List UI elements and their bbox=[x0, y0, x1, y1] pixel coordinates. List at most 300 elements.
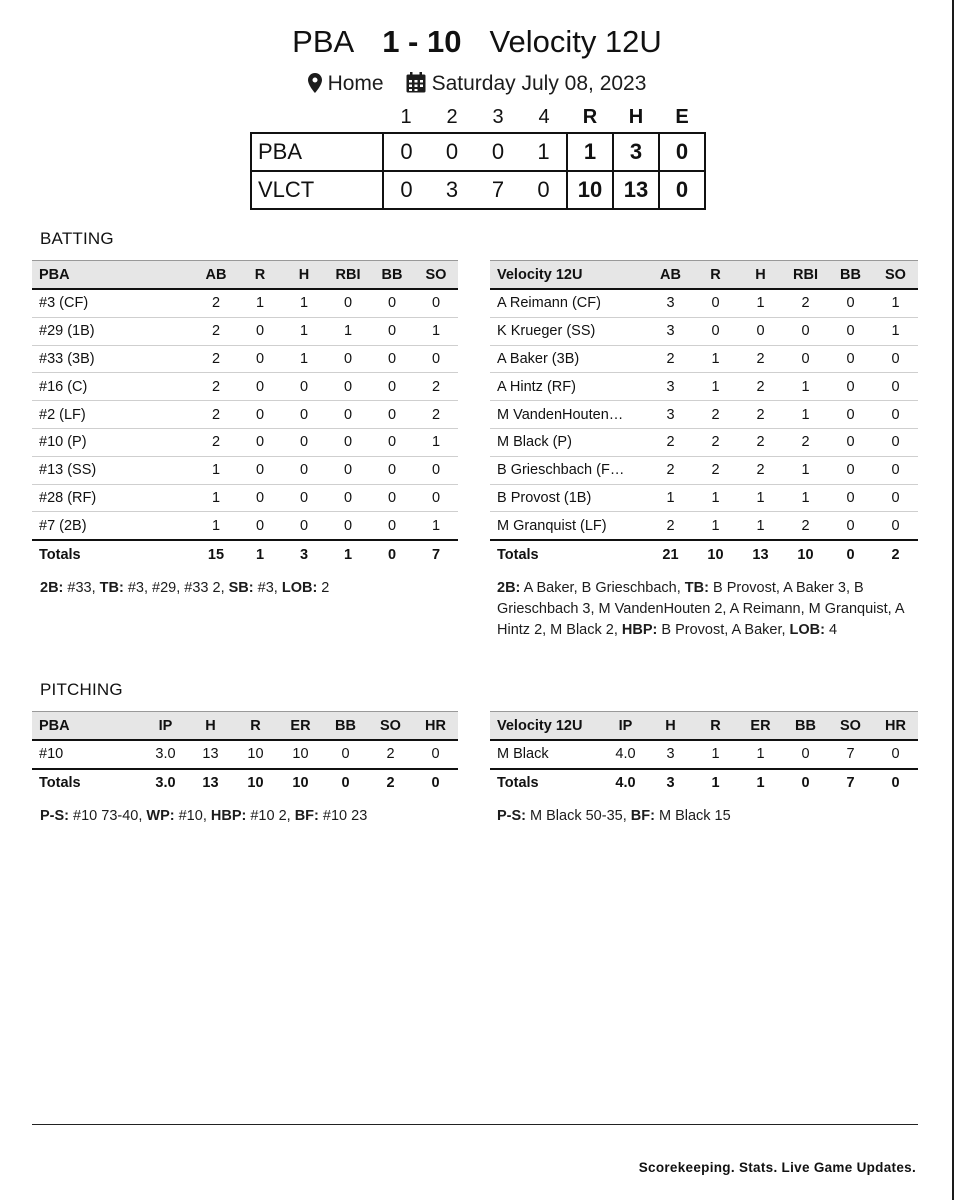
velocity-batting-table bbox=[490, 260, 918, 568]
stat-column-header: SO bbox=[873, 261, 918, 290]
table-row bbox=[490, 740, 918, 769]
linescore-header-runs: R bbox=[582, 105, 598, 128]
game-header bbox=[0, 20, 954, 102]
totals-cell: 0 bbox=[370, 540, 414, 568]
note-label: HBP: bbox=[210, 808, 247, 824]
linescore-header-hits: H bbox=[628, 105, 644, 128]
note-label: 2B: bbox=[497, 580, 521, 596]
linescore-inning-runs: 1 bbox=[521, 133, 567, 171]
stat-cell: 1 bbox=[194, 484, 238, 512]
stat-cell: 0 bbox=[828, 484, 873, 512]
table-row bbox=[32, 373, 458, 401]
stat-cell: 1 bbox=[648, 484, 693, 512]
stat-cell: 1 bbox=[783, 484, 828, 512]
player-name: #10 (P) bbox=[32, 428, 194, 456]
totals-cell: 0 bbox=[783, 769, 828, 797]
table-row bbox=[490, 289, 918, 317]
stat-cell: 0 bbox=[238, 317, 282, 345]
note-text: A Baker, B Grieschbach, bbox=[520, 580, 685, 596]
stat-cell: 2 bbox=[194, 289, 238, 317]
stat-cell: 0 bbox=[414, 456, 458, 484]
note-label: BF: bbox=[630, 808, 655, 824]
stat-cell: 3 bbox=[648, 317, 693, 345]
stat-cell: 1 bbox=[414, 317, 458, 345]
stat-cell: 2 bbox=[648, 456, 693, 484]
totals-cell: 4.0 bbox=[603, 769, 648, 797]
stat-cell: 0 bbox=[370, 373, 414, 401]
totals-cell: 1 bbox=[738, 769, 783, 797]
stat-cell: 1 bbox=[326, 317, 370, 345]
player-name: M Black (P) bbox=[490, 428, 648, 456]
linescore-total-hits: 13 bbox=[613, 171, 659, 209]
linescore-inning-runs: 0 bbox=[429, 133, 475, 171]
linescore-total-hits: 3 bbox=[613, 133, 659, 171]
player-name: A Hintz (RF) bbox=[490, 373, 648, 401]
stat-cell: 0 bbox=[326, 512, 370, 540]
note-text: M Black 15 bbox=[654, 808, 731, 824]
totals-cell: 7 bbox=[414, 540, 458, 568]
linescore-row bbox=[251, 171, 705, 209]
player-name: B Grieschbach (F… bbox=[490, 456, 648, 484]
note-text: #33, bbox=[63, 580, 100, 596]
stat-cell: 2 bbox=[783, 289, 828, 317]
table-row bbox=[490, 401, 918, 429]
stat-column-header: R bbox=[238, 261, 282, 290]
player-name: #7 (2B) bbox=[32, 512, 194, 540]
totals-label: Totals bbox=[32, 540, 194, 568]
stat-cell: 0 bbox=[370, 317, 414, 345]
game-meta bbox=[0, 66, 954, 102]
stat-cell: 0 bbox=[370, 428, 414, 456]
linescore-inning-runs: 0 bbox=[383, 133, 429, 171]
totals-cell: 2 bbox=[368, 769, 413, 797]
note-label: TB: bbox=[684, 580, 709, 596]
game-location bbox=[308, 72, 384, 95]
stat-cell: 0 bbox=[238, 401, 282, 429]
stat-column-header: R bbox=[233, 712, 278, 741]
linescore-total-errors: 0 bbox=[659, 133, 705, 171]
note-label: LOB: bbox=[789, 622, 825, 638]
linescore-inning-runs: 0 bbox=[383, 171, 429, 209]
stat-cell: 1 bbox=[693, 373, 738, 401]
stat-cell: 2 bbox=[693, 428, 738, 456]
totals-cell: 2 bbox=[873, 540, 918, 568]
note-text: #10 23 bbox=[318, 808, 368, 824]
player-name: M VandenHouten… bbox=[490, 401, 648, 429]
stat-cell: 2 bbox=[414, 373, 458, 401]
stat-header-row bbox=[32, 712, 458, 741]
stat-cell: 0 bbox=[783, 317, 828, 345]
stat-header-row bbox=[490, 712, 918, 741]
stat-cell: 0 bbox=[873, 484, 918, 512]
stat-cell: 1 bbox=[873, 317, 918, 345]
totals-cell: 0 bbox=[828, 540, 873, 568]
stat-cell: 0 bbox=[414, 289, 458, 317]
stat-cell: 1 bbox=[282, 345, 326, 373]
totals-cell: 0 bbox=[413, 769, 458, 797]
stat-cell: 10 bbox=[233, 740, 278, 769]
stat-cell: 1 bbox=[693, 740, 738, 769]
stat-cell: 0 bbox=[326, 484, 370, 512]
stat-cell: 13 bbox=[188, 740, 233, 769]
totals-row bbox=[490, 540, 918, 568]
stat-column-header: RBI bbox=[783, 261, 828, 290]
final-score: 1 - 10 bbox=[382, 24, 462, 59]
stat-cell: 1 bbox=[414, 428, 458, 456]
linescore-header-row bbox=[251, 102, 705, 133]
stat-column-header: AB bbox=[194, 261, 238, 290]
table-row bbox=[32, 428, 458, 456]
stat-cell: 0 bbox=[828, 317, 873, 345]
stat-cell: 2 bbox=[693, 456, 738, 484]
stat-cell: 0 bbox=[326, 289, 370, 317]
totals-row bbox=[32, 769, 458, 797]
game-date bbox=[406, 72, 647, 95]
score-line bbox=[0, 20, 954, 64]
table-row bbox=[32, 289, 458, 317]
stat-cell: 0 bbox=[370, 512, 414, 540]
player-name: B Provost (1B) bbox=[490, 484, 648, 512]
stat-cell: 0 bbox=[828, 512, 873, 540]
player-name: #2 (LF) bbox=[32, 401, 194, 429]
pba-pitching-notes bbox=[40, 806, 450, 827]
stat-cell: 0 bbox=[282, 484, 326, 512]
totals-cell: 13 bbox=[188, 769, 233, 797]
stat-cell: 0 bbox=[783, 345, 828, 373]
stat-header-row bbox=[32, 261, 458, 290]
stat-cell: 0 bbox=[323, 740, 368, 769]
stat-cell: 1 bbox=[738, 484, 783, 512]
totals-cell: 0 bbox=[873, 769, 918, 797]
player-name: #33 (3B) bbox=[32, 345, 194, 373]
stat-cell: 0 bbox=[238, 373, 282, 401]
stat-cell: 1 bbox=[738, 289, 783, 317]
stat-cell: 0 bbox=[828, 456, 873, 484]
totals-row bbox=[32, 540, 458, 568]
stat-cell: 3 bbox=[648, 373, 693, 401]
totals-cell: 13 bbox=[738, 540, 783, 568]
table-row bbox=[490, 484, 918, 512]
stat-cell: 2 bbox=[194, 317, 238, 345]
stat-cell: 3 bbox=[648, 740, 693, 769]
totals-cell: 10 bbox=[693, 540, 738, 568]
stat-cell: 1 bbox=[282, 289, 326, 317]
stat-column-header: BB bbox=[323, 712, 368, 741]
linescore-total-runs: 10 bbox=[567, 171, 613, 209]
table-row bbox=[490, 373, 918, 401]
linescore-inning-runs: 0 bbox=[475, 133, 521, 171]
table-row bbox=[32, 401, 458, 429]
stat-cell: 0 bbox=[370, 456, 414, 484]
totals-cell: 1 bbox=[238, 540, 282, 568]
linescore-header-inning: 1 bbox=[400, 105, 412, 128]
stat-cell: 0 bbox=[282, 512, 326, 540]
stat-column-header: ER bbox=[278, 712, 323, 741]
totals-cell: 21 bbox=[648, 540, 693, 568]
stat-column-header: HR bbox=[413, 712, 458, 741]
table-row bbox=[32, 484, 458, 512]
linescore-inning-runs: 3 bbox=[429, 171, 475, 209]
totals-label: Totals bbox=[490, 540, 648, 568]
stat-cell: 1 bbox=[693, 512, 738, 540]
linescore-team: VLCT bbox=[251, 171, 383, 209]
stat-column-header: R bbox=[693, 261, 738, 290]
player-name: #29 (1B) bbox=[32, 317, 194, 345]
totals-cell: 3 bbox=[282, 540, 326, 568]
table-row bbox=[32, 456, 458, 484]
stat-header-row bbox=[490, 261, 918, 290]
stat-cell: 0 bbox=[370, 401, 414, 429]
note-text: B Provost, A Baker, bbox=[657, 622, 790, 638]
calendar-icon bbox=[406, 72, 426, 93]
note-label: WP: bbox=[146, 808, 175, 824]
team-column-header: PBA bbox=[32, 261, 194, 290]
note-text: B Provost, A Baker 3, B Grieschbach 3, M VandenHouten 2, A Reimann, M Granquist, A Hintz 2, M Black 2, bbox=[497, 580, 908, 638]
note-label: P-S: bbox=[497, 808, 526, 824]
stat-cell: 0 bbox=[873, 373, 918, 401]
linescore-row bbox=[251, 133, 705, 171]
player-name: A Reimann (CF) bbox=[490, 289, 648, 317]
pba-batting-table bbox=[32, 260, 458, 568]
stat-cell: 1 bbox=[783, 456, 828, 484]
stat-cell: 2 bbox=[693, 401, 738, 429]
totals-cell: 15 bbox=[194, 540, 238, 568]
stat-cell: 2 bbox=[783, 512, 828, 540]
stat-cell: 0 bbox=[282, 428, 326, 456]
stat-cell: 3.0 bbox=[143, 740, 188, 769]
note-label: TB: bbox=[99, 580, 124, 596]
totals-cell: 10 bbox=[278, 769, 323, 797]
player-name: #28 (RF) bbox=[32, 484, 194, 512]
stat-cell: 0 bbox=[738, 317, 783, 345]
linescore-table bbox=[250, 102, 706, 210]
totals-row bbox=[490, 769, 918, 797]
team-column-header: Velocity 12U bbox=[490, 261, 648, 290]
stat-cell: 10 bbox=[278, 740, 323, 769]
stat-column-header: H bbox=[282, 261, 326, 290]
player-name: #16 (C) bbox=[32, 373, 194, 401]
stat-cell: 0 bbox=[873, 456, 918, 484]
footer-divider bbox=[32, 1124, 918, 1125]
totals-cell: 7 bbox=[828, 769, 873, 797]
stat-cell: 4.0 bbox=[603, 740, 648, 769]
stat-cell: 0 bbox=[370, 345, 414, 373]
linescore-header-inning: 3 bbox=[492, 105, 504, 128]
stat-cell: 0 bbox=[828, 401, 873, 429]
pitching-section-title: PITCHING bbox=[40, 680, 123, 699]
linescore-inning-runs: 7 bbox=[475, 171, 521, 209]
totals-cell: 0 bbox=[323, 769, 368, 797]
note-text: #10, bbox=[174, 808, 211, 824]
stat-column-header: SO bbox=[828, 712, 873, 741]
totals-cell: 3.0 bbox=[143, 769, 188, 797]
stat-column-header: RBI bbox=[326, 261, 370, 290]
stat-cell: 0 bbox=[282, 456, 326, 484]
note-label: HBP: bbox=[621, 622, 658, 638]
stat-column-header: AB bbox=[648, 261, 693, 290]
stat-cell: 1 bbox=[194, 512, 238, 540]
note-text: #3, #29, #33 2, bbox=[123, 580, 229, 596]
footer-tagline: Scorekeeping. Stats. Live Game Updates. bbox=[638, 1160, 916, 1175]
stat-cell: 1 bbox=[282, 317, 326, 345]
stat-cell: 1 bbox=[414, 512, 458, 540]
totals-label: Totals bbox=[32, 769, 143, 797]
player-name: A Baker (3B) bbox=[490, 345, 648, 373]
stat-cell: 0 bbox=[828, 428, 873, 456]
player-name: #3 (CF) bbox=[32, 289, 194, 317]
note-label: BF: bbox=[294, 808, 319, 824]
stat-cell: 3 bbox=[648, 401, 693, 429]
away-team-name: Velocity 12U bbox=[489, 24, 662, 59]
player-name: #13 (SS) bbox=[32, 456, 194, 484]
stat-cell: 3 bbox=[648, 289, 693, 317]
linescore-header-inning: 4 bbox=[538, 105, 550, 128]
stat-cell: 2 bbox=[414, 401, 458, 429]
stat-cell: 2 bbox=[194, 373, 238, 401]
stat-cell: 0 bbox=[828, 345, 873, 373]
note-label: LOB: bbox=[281, 580, 318, 596]
stat-column-header: IP bbox=[143, 712, 188, 741]
stat-cell: 2 bbox=[194, 401, 238, 429]
stat-cell: 2 bbox=[738, 345, 783, 373]
totals-cell: 1 bbox=[326, 540, 370, 568]
stat-cell: 0 bbox=[873, 428, 918, 456]
table-row bbox=[490, 512, 918, 540]
table-row bbox=[32, 345, 458, 373]
stat-column-header: H bbox=[738, 261, 783, 290]
team-column-header: Velocity 12U bbox=[490, 712, 603, 741]
note-text: M Black 50-35, bbox=[526, 808, 631, 824]
stat-column-header: HR bbox=[873, 712, 918, 741]
stat-cell: 0 bbox=[370, 484, 414, 512]
stat-cell: 2 bbox=[738, 456, 783, 484]
stat-cell: 0 bbox=[238, 345, 282, 373]
totals-cell: 10 bbox=[783, 540, 828, 568]
stat-cell: 1 bbox=[738, 512, 783, 540]
note-text: #10 2, bbox=[246, 808, 295, 824]
stat-cell: 2 bbox=[648, 512, 693, 540]
table-row bbox=[32, 317, 458, 345]
totals-cell: 1 bbox=[693, 769, 738, 797]
batting-section-title: BATTING bbox=[40, 229, 114, 248]
stat-cell: 2 bbox=[194, 345, 238, 373]
stat-cell: 0 bbox=[238, 456, 282, 484]
stat-cell: 0 bbox=[238, 428, 282, 456]
stat-cell: 2 bbox=[648, 345, 693, 373]
stat-cell: 2 bbox=[648, 428, 693, 456]
velocity-pitching-notes bbox=[497, 806, 917, 827]
stat-cell: 0 bbox=[693, 317, 738, 345]
velocity-batting-notes bbox=[497, 578, 917, 641]
linescore-total-runs: 1 bbox=[567, 133, 613, 171]
totals-cell: 3 bbox=[648, 769, 693, 797]
stat-cell: 1 bbox=[738, 740, 783, 769]
stat-column-header: ER bbox=[738, 712, 783, 741]
stat-column-header: IP bbox=[603, 712, 648, 741]
table-row bbox=[490, 345, 918, 373]
stat-cell: 1 bbox=[238, 289, 282, 317]
stat-cell: 1 bbox=[194, 456, 238, 484]
stat-cell: 1 bbox=[693, 484, 738, 512]
stat-cell: 1 bbox=[783, 401, 828, 429]
stat-column-header: SO bbox=[368, 712, 413, 741]
pba-pitching-table bbox=[32, 711, 458, 797]
table-row bbox=[32, 740, 458, 769]
home-team-name: PBA bbox=[292, 24, 355, 59]
pba-batting-notes bbox=[40, 578, 450, 599]
stat-column-header: BB bbox=[828, 261, 873, 290]
stat-cell: 2 bbox=[738, 373, 783, 401]
stat-cell: 2 bbox=[738, 401, 783, 429]
stat-cell: 0 bbox=[282, 373, 326, 401]
note-label: 2B: bbox=[40, 580, 64, 596]
stat-cell: 0 bbox=[326, 401, 370, 429]
stat-cell: 0 bbox=[873, 740, 918, 769]
note-label: SB: bbox=[228, 580, 254, 596]
stat-cell: 0 bbox=[326, 428, 370, 456]
note-text: 2 bbox=[317, 580, 330, 596]
note-text: #10 73-40, bbox=[69, 808, 147, 824]
stat-cell: 0 bbox=[873, 401, 918, 429]
note-label: P-S: bbox=[40, 808, 69, 824]
stat-cell: 0 bbox=[238, 512, 282, 540]
table-row bbox=[490, 317, 918, 345]
linescore-total-errors: 0 bbox=[659, 171, 705, 209]
team-column-header: PBA bbox=[32, 712, 143, 741]
stat-cell: 0 bbox=[873, 512, 918, 540]
stat-column-header: H bbox=[188, 712, 233, 741]
stat-column-header: BB bbox=[783, 712, 828, 741]
location-text: Home bbox=[327, 72, 384, 95]
table-row bbox=[490, 428, 918, 456]
table-row bbox=[32, 512, 458, 540]
stat-cell: 0 bbox=[413, 740, 458, 769]
stat-cell: 1 bbox=[873, 289, 918, 317]
stat-cell: 0 bbox=[828, 373, 873, 401]
stat-cell: 2 bbox=[738, 428, 783, 456]
player-name: M Black bbox=[490, 740, 603, 769]
stat-cell: 0 bbox=[326, 345, 370, 373]
stat-cell: 1 bbox=[783, 373, 828, 401]
stat-column-header: BB bbox=[370, 261, 414, 290]
stat-cell: 0 bbox=[370, 289, 414, 317]
stat-cell: 0 bbox=[238, 484, 282, 512]
stat-column-header: R bbox=[693, 712, 738, 741]
stat-cell: 0 bbox=[414, 345, 458, 373]
stat-cell: 0 bbox=[693, 289, 738, 317]
stat-cell: 0 bbox=[282, 401, 326, 429]
stat-cell: 0 bbox=[873, 345, 918, 373]
stat-column-header: SO bbox=[414, 261, 458, 290]
stat-cell: 0 bbox=[414, 484, 458, 512]
note-text: 4 bbox=[824, 622, 838, 638]
stat-cell: 0 bbox=[326, 373, 370, 401]
date-text: Saturday July 08, 2023 bbox=[431, 72, 647, 95]
player-name: M Granquist (LF) bbox=[490, 512, 648, 540]
stat-cell: 0 bbox=[828, 289, 873, 317]
linescore-inning-runs: 0 bbox=[521, 171, 567, 209]
stat-cell: 1 bbox=[693, 345, 738, 373]
stat-cell: 2 bbox=[194, 428, 238, 456]
player-name: K Krueger (SS) bbox=[490, 317, 648, 345]
totals-cell: 10 bbox=[233, 769, 278, 797]
stat-cell: 7 bbox=[828, 740, 873, 769]
player-name: #10 bbox=[32, 740, 143, 769]
stat-column-header: H bbox=[648, 712, 693, 741]
table-row bbox=[490, 456, 918, 484]
note-text: #3, bbox=[253, 580, 282, 596]
linescore-team: PBA bbox=[251, 133, 383, 171]
